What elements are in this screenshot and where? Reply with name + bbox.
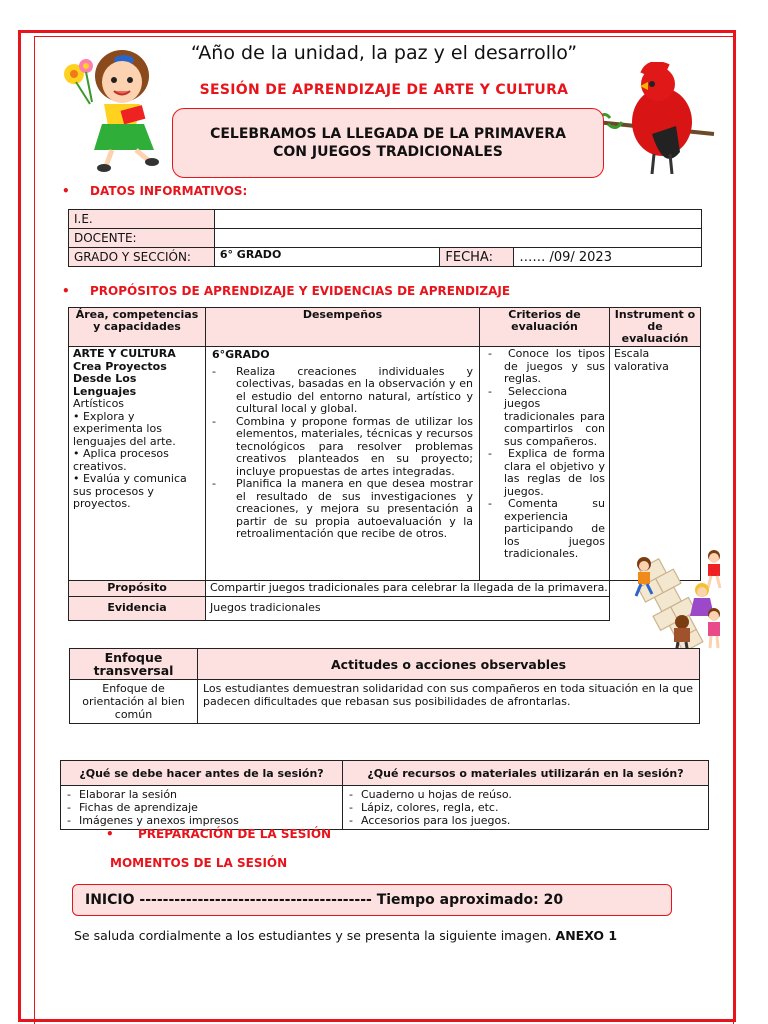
area-title: ARTE Y CULTURA — [73, 347, 176, 360]
instrumento-cell: Escala valorativa — [610, 347, 701, 581]
fecha-label: FECHA: — [440, 248, 514, 267]
enfoque-table — [69, 648, 700, 724]
competencia: Crea Proyectos Desde Los Lenguajes — [73, 359, 167, 398]
grado-value: 6° GRADO — [214, 248, 440, 267]
lesson-title-line1: CELEBRAMOS LA LLEGADA DE LA PRIMAVERA — [210, 126, 566, 142]
criterio-item: - Explica de forma clara el objetivo y las reglas de los juegos. — [496, 448, 605, 498]
antes-item: - Elaborar la sesión — [67, 788, 336, 801]
grado-label: GRADO Y SECCIÓN: — [69, 248, 215, 267]
criterio-item: - Selecciona juegos tradicionales para compartirlos con sus compañeros. — [496, 386, 605, 449]
enfoque-name: Enfoque de orientación al bien común — [70, 680, 198, 724]
preparacion-table — [60, 760, 709, 830]
lesson-title-line2: CON JUEGOS TRADICIONALES — [273, 144, 503, 160]
inicio-box: INICIO ---------------------------------------- Tiempo aproximado: 20 — [72, 884, 672, 916]
antes-item: - Fichas de aprendizaje — [67, 801, 336, 814]
datos-table — [68, 209, 702, 267]
greeting-text: Se saluda cordialmente a los estudiantes y se presenta la siguiente imagen. ANEXO 1 — [74, 928, 618, 943]
col-criterios: Criterios de evaluación — [480, 308, 610, 347]
evidencia-value: Juegos tradicionales — [206, 596, 610, 620]
kids-hopscotch-illustration — [622, 548, 732, 656]
desempenos-cell — [206, 347, 480, 581]
area-cell — [69, 347, 206, 581]
datos-heading: • DATOS INFORMATIVOS: — [62, 184, 248, 198]
recurso-item: - Lápiz, colores, regla, etc. — [349, 801, 702, 814]
capacidad-item: • Aplica procesos creativos. — [73, 447, 169, 473]
proposito-value: Compartir juegos tradicionales para celebrar la llegada de la primavera. — [206, 581, 610, 597]
grado-label: 6°GRADO — [212, 348, 270, 361]
proposito-label: Propósito — [69, 581, 206, 597]
competencia-cont: Artísticos — [73, 397, 125, 410]
fecha-value: …… /09/ 2023 — [514, 248, 702, 267]
recursos-col-header: ¿Qué recursos o materiales utilizarán en la sesión? — [343, 761, 709, 786]
antes-col-header: ¿Qué se debe hacer antes de la sesión? — [61, 761, 343, 786]
criterio-item: - Conoce los tipos de juegos y sus reglas. — [496, 348, 605, 386]
col-desempenos: Desempeños — [206, 308, 480, 347]
capacidad-item: • Explora y experimenta los lenguajes del arte. — [73, 409, 176, 448]
momentos-heading: MOMENTOS DE LA SESIÓN — [110, 856, 288, 870]
col-area: Área, competencias y capacidades — [69, 308, 206, 347]
capacidad-item: • Evalúa y comunica sus procesos y proyectos. — [73, 472, 187, 510]
desempeno-item: - Planifica la manera en que desea mostrar el resultado de sus investigaciones y creaciones, y mejora su presentación a partir de su propia autoevaluación y la retroalimentación que recibe de otros. — [224, 478, 473, 541]
desempeno-item: - Realiza creaciones individuales y colectivas, basadas en la observación y en el estudio del entorno natural, artístico y cultural local y global. — [224, 366, 473, 416]
ie-value — [214, 210, 701, 229]
desempeno-item: - Combina y propone formas de utilizar los elementos, materiales, técnicas y recursos tecnológicos para resolver problemas creativos planteados en su proyecto; incluye propuestas de artes integradas. — [224, 416, 473, 479]
propositos-heading: • PROPÓSITOS DE APRENDIZAJE Y EVIDENCIAS DE APRENDIZAJE — [62, 284, 511, 298]
recurso-item: - Accesorios para los juegos. — [349, 814, 702, 827]
col-instrumento: Instrument o de evaluación — [610, 308, 701, 347]
criterio-item: - Comenta su experiencia participando de los juegos tradicionales. — [496, 498, 605, 561]
enfoque-col-header: Enfoque transversal — [70, 649, 198, 680]
ie-label: I.E. — [69, 210, 215, 229]
actitudes-text: Los estudiantes demuestran solidaridad con sus compañeros en toda situación en la que padecen dificultades que rebasan sus posibilidades de afrontarlas. — [198, 680, 700, 724]
antes-item: - Imágenes y anexos impresos — [67, 814, 336, 827]
session-title: SESIÓN DE APRENDIZAJE DE ARTE Y CULTURA — [199, 82, 569, 98]
year-motto: “Año de la unidad, la paz y el desarrollo” — [190, 42, 578, 64]
docente-value — [214, 229, 701, 248]
lesson-title-box — [172, 108, 604, 178]
girl-with-flowers-illustration — [56, 46, 168, 174]
docente-label: DOCENTE: — [69, 229, 215, 248]
red-bird-illustration — [592, 62, 716, 174]
actitudes-col-header: Actitudes o acciones observables — [198, 649, 700, 680]
criterios-cell — [480, 347, 610, 581]
anexo-label: ANEXO 1 — [555, 928, 618, 943]
propositos-table — [68, 307, 701, 621]
recursos-cell — [343, 786, 709, 830]
evidencia-label: Evidencia — [69, 596, 206, 620]
antes-cell — [61, 786, 343, 830]
recurso-item: - Cuaderno u hojas de reúso. — [349, 788, 702, 801]
preparacion-heading: • PREPARACIÓN DE LA SESIÓN — [106, 827, 332, 841]
